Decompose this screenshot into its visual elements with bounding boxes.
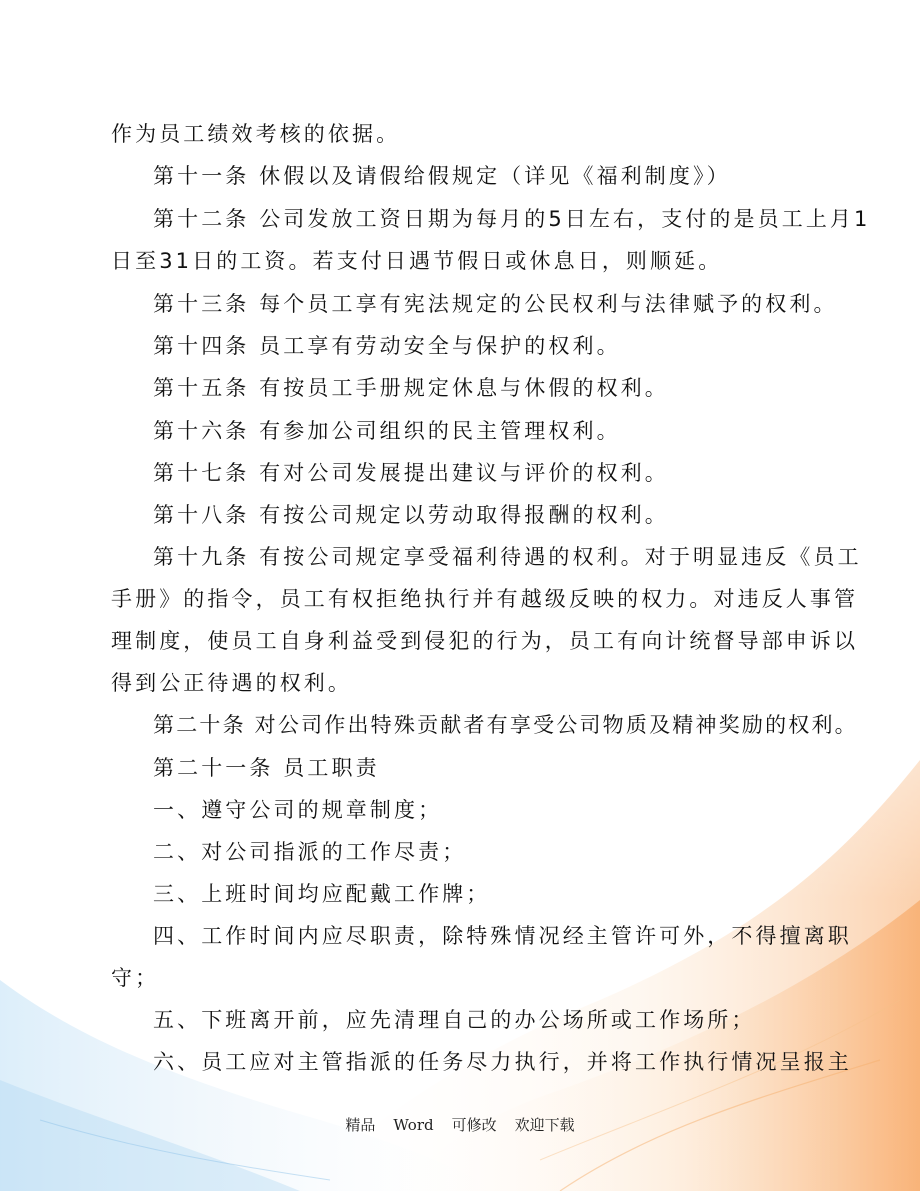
paragraph-line: 理制度，使员工自身利益受到侵犯的行为，员工有向计统督导部申诉以	[111, 629, 859, 653]
page-footer	[0, 1114, 920, 1135]
paragraph-line: 第十一条 休假以及请假给假规定（详见《福利制度》）	[153, 164, 731, 188]
list-item-continuation: 守；	[111, 966, 160, 990]
list-item: 六、员工应对主管指派的任务尽力执行，并将工作执行情况呈报主	[153, 1050, 852, 1074]
paragraph-line: 第十八条 有按公司规定以劳动取得报酬的权利。	[153, 503, 669, 527]
list-item: 五、下班离开前，应先清理自己的办公场所或工作场所；	[153, 1008, 756, 1032]
list-item: 四、工作时间内应尽职责，除特殊情况经主管许可外，不得擅离职	[153, 924, 852, 948]
footer-label: 可修改	[451, 1116, 497, 1134]
paragraph-line: 手册》的指令，员工有权拒绝执行并有越级反映的权力。对违反人事管	[111, 587, 859, 611]
list-item: 三、上班时间均应配戴工作牌；	[153, 882, 491, 906]
footer-label: Word	[393, 1116, 434, 1134]
list-item: 一、遵守公司的规章制度；	[153, 798, 443, 822]
paragraph-line: 第十九条 有按公司规定享受福利待遇的权利。对于明显违反《员工	[153, 545, 862, 569]
list-item: 二、对公司指派的工作尽责；	[153, 840, 467, 864]
paragraph-line: 第十五条 有按员工手册规定休息与休假的权利。	[153, 376, 669, 400]
paragraph-line: 第十二条 公司发放工资日期为每月的5日左右，支付的是员工上月1	[153, 207, 871, 231]
footer-label: 欢迎下载	[514, 1116, 575, 1134]
paragraph-line: 第十七条 有对公司发展提出建议与评价的权利。	[153, 461, 669, 485]
paragraph-line: 第十三条 每个员工享有宪法规定的公民权利与法律赋予的权利。	[153, 292, 838, 316]
paragraph-line: 得到公正待遇的权利。	[111, 671, 352, 695]
paragraph-line: 第十四条 员工享有劳动安全与保护的权利。	[153, 334, 621, 358]
paragraph-line: 日至31日的工资。若支付日遇节假日或休息日，则顺延。	[111, 249, 723, 273]
paragraph-line: 第二十条 对公司作出特殊贡献者有享受公司物质及精神奖励的权利。	[153, 713, 858, 737]
footer-label: 精品	[345, 1116, 376, 1134]
paragraph-line: 作为员工绩效考核的依据。	[111, 122, 401, 146]
paragraph-line: 第十六条 有参加公司组织的民主管理权利。	[153, 419, 621, 443]
section-heading: 第二十一条 员工职责	[153, 756, 380, 780]
